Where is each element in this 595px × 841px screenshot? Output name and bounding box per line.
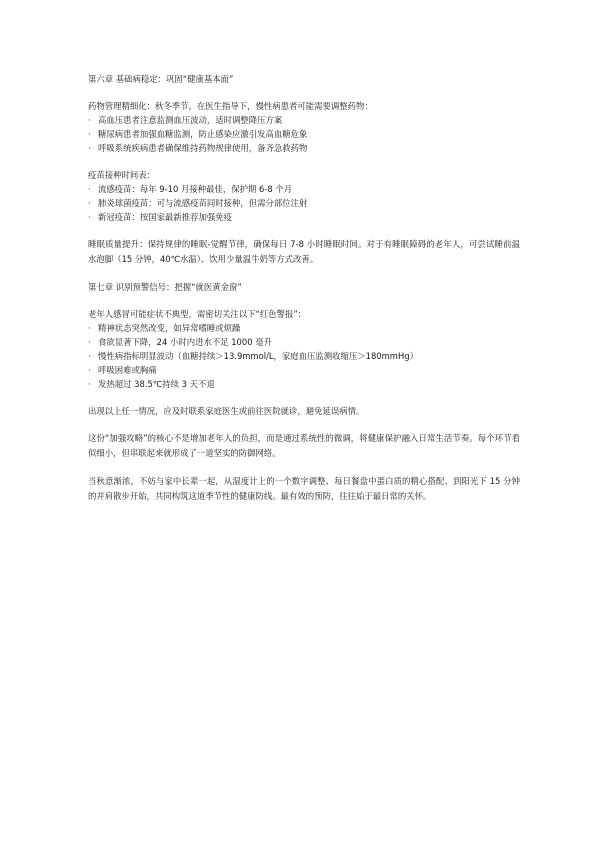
bullet-icon: · xyxy=(88,379,91,389)
document-body xyxy=(88,72,520,504)
list-item xyxy=(88,335,520,349)
bullet-icon: · xyxy=(88,212,91,222)
list-item-text: 高血压患者注意监测血压波动，适时调整降压方案 xyxy=(98,115,283,125)
vaccine-list xyxy=(88,182,520,224)
list-item xyxy=(88,113,520,127)
list-item xyxy=(88,210,520,224)
bullet-icon: · xyxy=(88,365,91,375)
medication-list xyxy=(88,113,520,155)
summary-paragraph: 这份“加强攻略”的核心不是增加老年人的负担，而是通过系统性的微调，将健康保护融入日常生活节奏。每个环节看似细小，但串联起来就形成了一道坚实的防御网络。 xyxy=(88,433,520,458)
bullet-icon: · xyxy=(88,337,91,347)
list-item xyxy=(88,349,520,363)
list-item xyxy=(88,377,520,391)
list-item xyxy=(88,196,520,210)
list-item-text: 发热超过 38.5℃持续 3 天不退 xyxy=(98,379,215,389)
vaccine-intro: 疫苗接种时间表： xyxy=(88,170,155,180)
chapter-7-heading: 第七章 识别预警信号：把握“就医黄金窗” xyxy=(88,282,242,292)
bullet-icon: · xyxy=(88,115,91,125)
chapter-6-heading: 第六章 基础病稳定：巩固“健康基本面” xyxy=(88,74,234,84)
warning-signs-intro: 老年人感冒可能症状不典型，需密切关注以下“红色警报”： xyxy=(88,309,307,319)
list-item-text: 肺炎球菌疫苗：可与流感疫苗同时接种，但需分部位注射 xyxy=(98,198,308,208)
list-item-text: 食欲显著下降，24 小时内进水不足 1000 毫升 xyxy=(98,337,272,347)
list-item xyxy=(88,321,520,335)
closing-paragraph: 当秋意渐浓，不妨与家中长辈一起，从湿度计上的一个数字调整、每日餐盘中蛋白质的精心搭配、到阳光下 15 分钟的并肩散步开始，共同构筑这道季节性的健康防线。最有效的预防，往往始于最日常的关怀。 xyxy=(88,476,520,501)
list-item-text: 呼吸系统疾病患者确保维持药物规律使用，备齐急救药物 xyxy=(98,143,308,153)
bullet-icon: · xyxy=(88,351,91,361)
list-item-text: 糖尿病患者加强血糖监测，防止感染应激引发高血糖危象 xyxy=(98,129,308,139)
list-item-text: 新冠疫苗：按国家最新推荐加强免疫 xyxy=(98,212,232,222)
bullet-icon: · xyxy=(88,143,91,153)
list-item xyxy=(88,141,520,155)
warning-signs-list xyxy=(88,321,520,391)
bullet-icon: · xyxy=(88,129,91,139)
bullet-icon: · xyxy=(88,184,91,194)
list-item-text: 流感疫苗：每年 9-10 月接种最佳，保护期 6-8 个月 xyxy=(98,184,293,194)
action-paragraph: 出现以上任一情况，应及时联系家庭医生或前往医院就诊，避免延误病情。 xyxy=(88,406,365,416)
list-item-text: 呼吸困难或胸痛 xyxy=(98,365,157,375)
list-item xyxy=(88,182,520,196)
medication-intro: 药物管理精细化：秋冬季节，在医生指导下，慢性病患者可能需要调整药物： xyxy=(88,101,373,111)
list-item-text: 慢性病指标明显波动（血糖持续＞13.9mmol/L，家庭血压监测收缩压＞180mmHg） xyxy=(98,351,418,361)
list-item xyxy=(88,127,520,141)
bullet-icon: · xyxy=(88,198,91,208)
sleep-paragraph: 睡眠质量提升：保持规律的睡眠-觉醒节律，确保每日 7-8 小时睡眠时间。对于有睡眠障碍的老年人，可尝试睡前温水泡脚（15 分钟，40℃水温）、饮用少量温牛奶等方式改善。 xyxy=(88,239,520,264)
list-item xyxy=(88,363,520,377)
bullet-icon: · xyxy=(88,323,91,333)
list-item-text: 精神状态突然改变，如异常嗜睡或烦躁 xyxy=(98,323,241,333)
